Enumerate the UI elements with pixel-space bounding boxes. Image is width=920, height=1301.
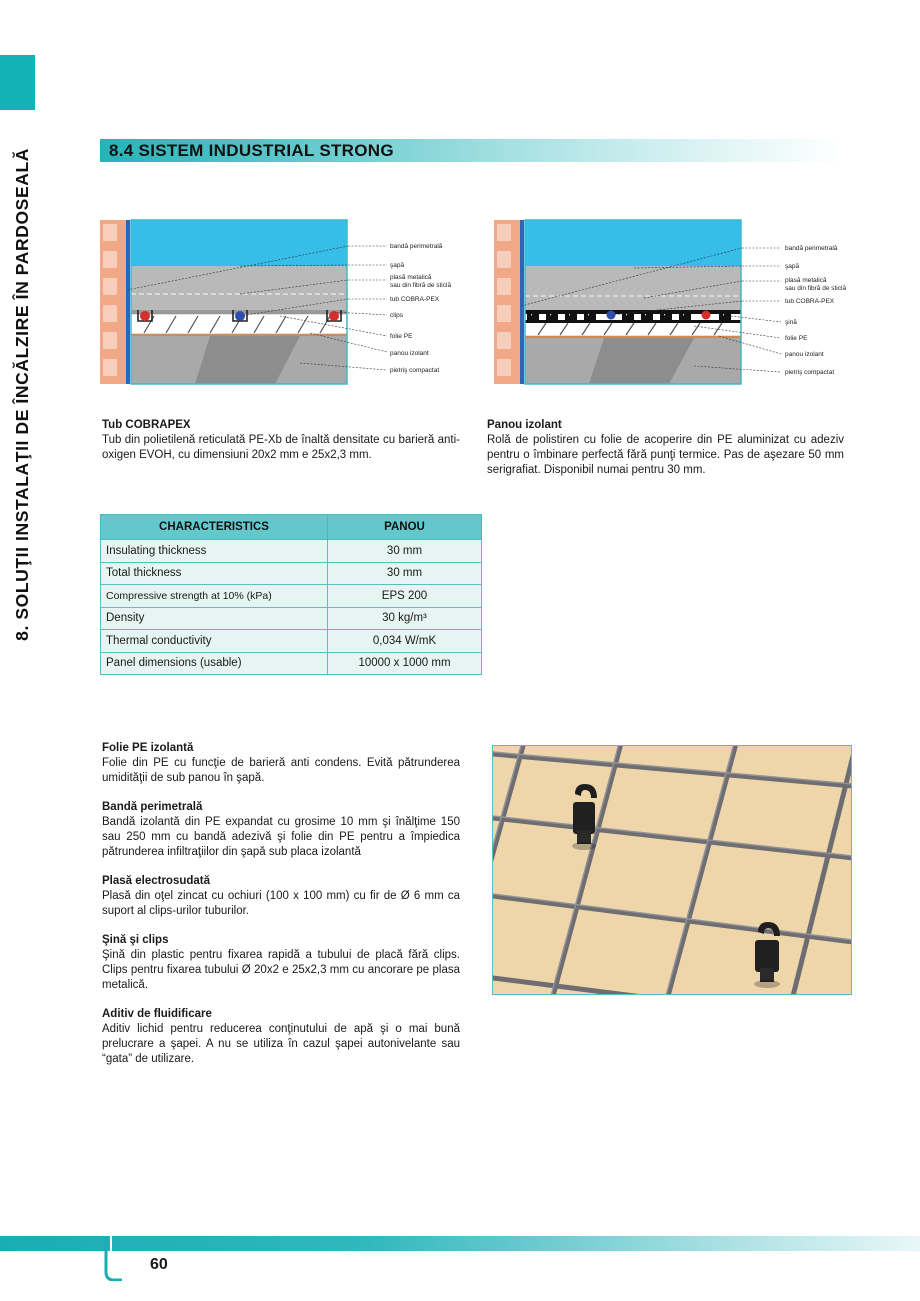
screed-layer	[525, 266, 741, 310]
label-folie: folie PE	[785, 335, 808, 342]
upper-area	[131, 220, 347, 266]
characteristics-table	[100, 514, 482, 675]
table-cell-value: 30 mm	[328, 562, 482, 585]
label-folie: folie PE	[390, 333, 413, 340]
table-row	[101, 652, 482, 675]
table-cell-label: Insulating thickness	[101, 540, 328, 563]
table-cell-label: Total thickness	[101, 562, 328, 585]
label-sapa: şapă	[785, 263, 800, 270]
footer-hook	[104, 1236, 122, 1281]
page-number: 60	[150, 1256, 168, 1273]
sina-title: Şină şi clips	[102, 934, 169, 946]
table-header-characteristics: CHARACTERISTICS	[101, 515, 328, 540]
screed-layer	[131, 266, 347, 310]
table-cell-label: Thermal conductivity	[101, 630, 328, 653]
banda-text: Bandă izolantă din PE expandat cu grosime 10 mm şi înălţime 150 sau 250 mm cu bandă adezivă şi folie din PE pentru a împiedica pătrunderea infiltraţiilor din şapă sub placa izolantă	[102, 816, 460, 858]
label-tub: tub COBRA-PEX	[785, 298, 835, 305]
label-sapa: şapă	[390, 262, 405, 269]
folie-block	[102, 741, 460, 786]
chapter-tab	[0, 55, 35, 110]
perimeter-strip	[520, 220, 524, 384]
label-pietris: pietriş compactat	[390, 367, 440, 374]
label-panou: panou izolant	[785, 351, 824, 358]
tub-text: Tub din polietilenă reticulată PE-Xb de înaltă densitate cu barieră anti- oxigen EVOH, cu dimensiuni 20x2 mm e 25x2,3 mm.	[102, 434, 460, 461]
aditiv-block	[102, 1007, 460, 1067]
table-cell-value: 0,034 W/mK	[328, 630, 482, 653]
table-cell-value: 30 kg/m³	[328, 607, 482, 630]
banda-block	[102, 800, 460, 860]
table-cell-label: Density	[101, 607, 328, 630]
table-cell-value: EPS 200	[328, 585, 482, 608]
label-banda: bandă perimetrală	[785, 245, 838, 252]
table-cell-label: Compressive strength at 10% (kPa)	[101, 585, 328, 608]
tub-cobrapex-block	[102, 418, 460, 463]
label-clips: clips	[390, 312, 404, 319]
sina-block	[102, 933, 460, 993]
table-row	[101, 540, 482, 563]
label-pietris: pietriş compactat	[785, 369, 835, 376]
folie-title: Folie PE izolantă	[102, 742, 194, 754]
rail-system-diagram	[494, 218, 874, 386]
panou-title: Panou izolant	[487, 419, 562, 431]
plasa-block	[102, 874, 460, 919]
table-row	[101, 562, 482, 585]
sina-text: Şină din plastic pentru fixarea rapidă a tubului de placă fără clips. Clips pentru fixarea tubului Ø 20x2 e 25x2,3 mm cu ancorare pe plasa metalică.	[102, 949, 460, 991]
section-title: 8.4 SISTEM INDUSTRIAL STRONG	[109, 141, 394, 160]
label-plasa-2: sau din fibră de sticlă	[785, 285, 847, 292]
label-plasa-2: sau din fibră de sticlă	[390, 282, 452, 289]
table-row	[101, 607, 482, 630]
plasa-text: Plasă din oţel zincat cu ochiuri (100 x 100 mm) cu fir de Ø 6 mm ca suport al clips-urilor tuburilor.	[102, 890, 460, 917]
label-plasa: plasă metalică	[785, 277, 827, 284]
panou-text: Rolă de polistiren cu folie de acoperire din PE aluminizat cu adeziv pentru o îmbinare perfectă fără punţi termice. Pas de aşezare 50 mm serigrafiat. Disponibil numai pentru 30 mm.	[487, 434, 844, 476]
table-row	[101, 585, 482, 608]
chapter-title-vertical	[8, 148, 36, 668]
banda-title: Bandă perimetrală	[102, 801, 203, 813]
label-tub: tub COBRA-PEX	[390, 296, 440, 303]
component-descriptions	[102, 741, 460, 1067]
table-cell-label: Panel dimensions (usable)	[101, 652, 328, 675]
footer-bar	[0, 1236, 920, 1251]
label-sina: şină	[785, 319, 797, 326]
aditiv-title: Aditiv de fluidificare	[102, 1008, 212, 1020]
chapter-title-text: 8. SOLUŢII INSTALAŢII DE ÎNCĂLZIRE ÎN PARDOSEALĂ	[12, 148, 32, 641]
upper-area	[525, 220, 741, 266]
perimeter-strip	[126, 220, 130, 384]
table-header-row	[101, 515, 482, 540]
table-cell-value: 30 mm	[328, 540, 482, 563]
panou-izolant-block	[487, 418, 844, 478]
table-header-panou: PANOU	[328, 515, 482, 540]
clips-system-diagram	[100, 218, 480, 386]
tub-title: Tub COBRAPEX	[102, 419, 191, 431]
label-plasa: plasă metalică	[390, 274, 432, 281]
label-panou: panou izolant	[390, 350, 429, 357]
folie-text: Folie din PE cu funcţie de barieră anti condens. Evită pătrunderea umidităţii de sub panou în şapă.	[102, 757, 460, 784]
label-banda: bandă perimetrală	[390, 243, 443, 250]
plasa-title: Plasă electrosudată	[102, 875, 211, 887]
table-cell-value: 10000 x 1000 mm	[328, 652, 482, 675]
table-row	[101, 630, 482, 653]
section-title-bar	[100, 139, 845, 162]
mesh-clips-photo	[492, 745, 852, 995]
aditiv-text: Aditiv lichid pentru reducerea conţinutului de apă şi o mai bună prelucrare a şapei. A nu se utiliza în cazul şapei autonivelante sau “gata” de utilizare.	[102, 1023, 460, 1065]
